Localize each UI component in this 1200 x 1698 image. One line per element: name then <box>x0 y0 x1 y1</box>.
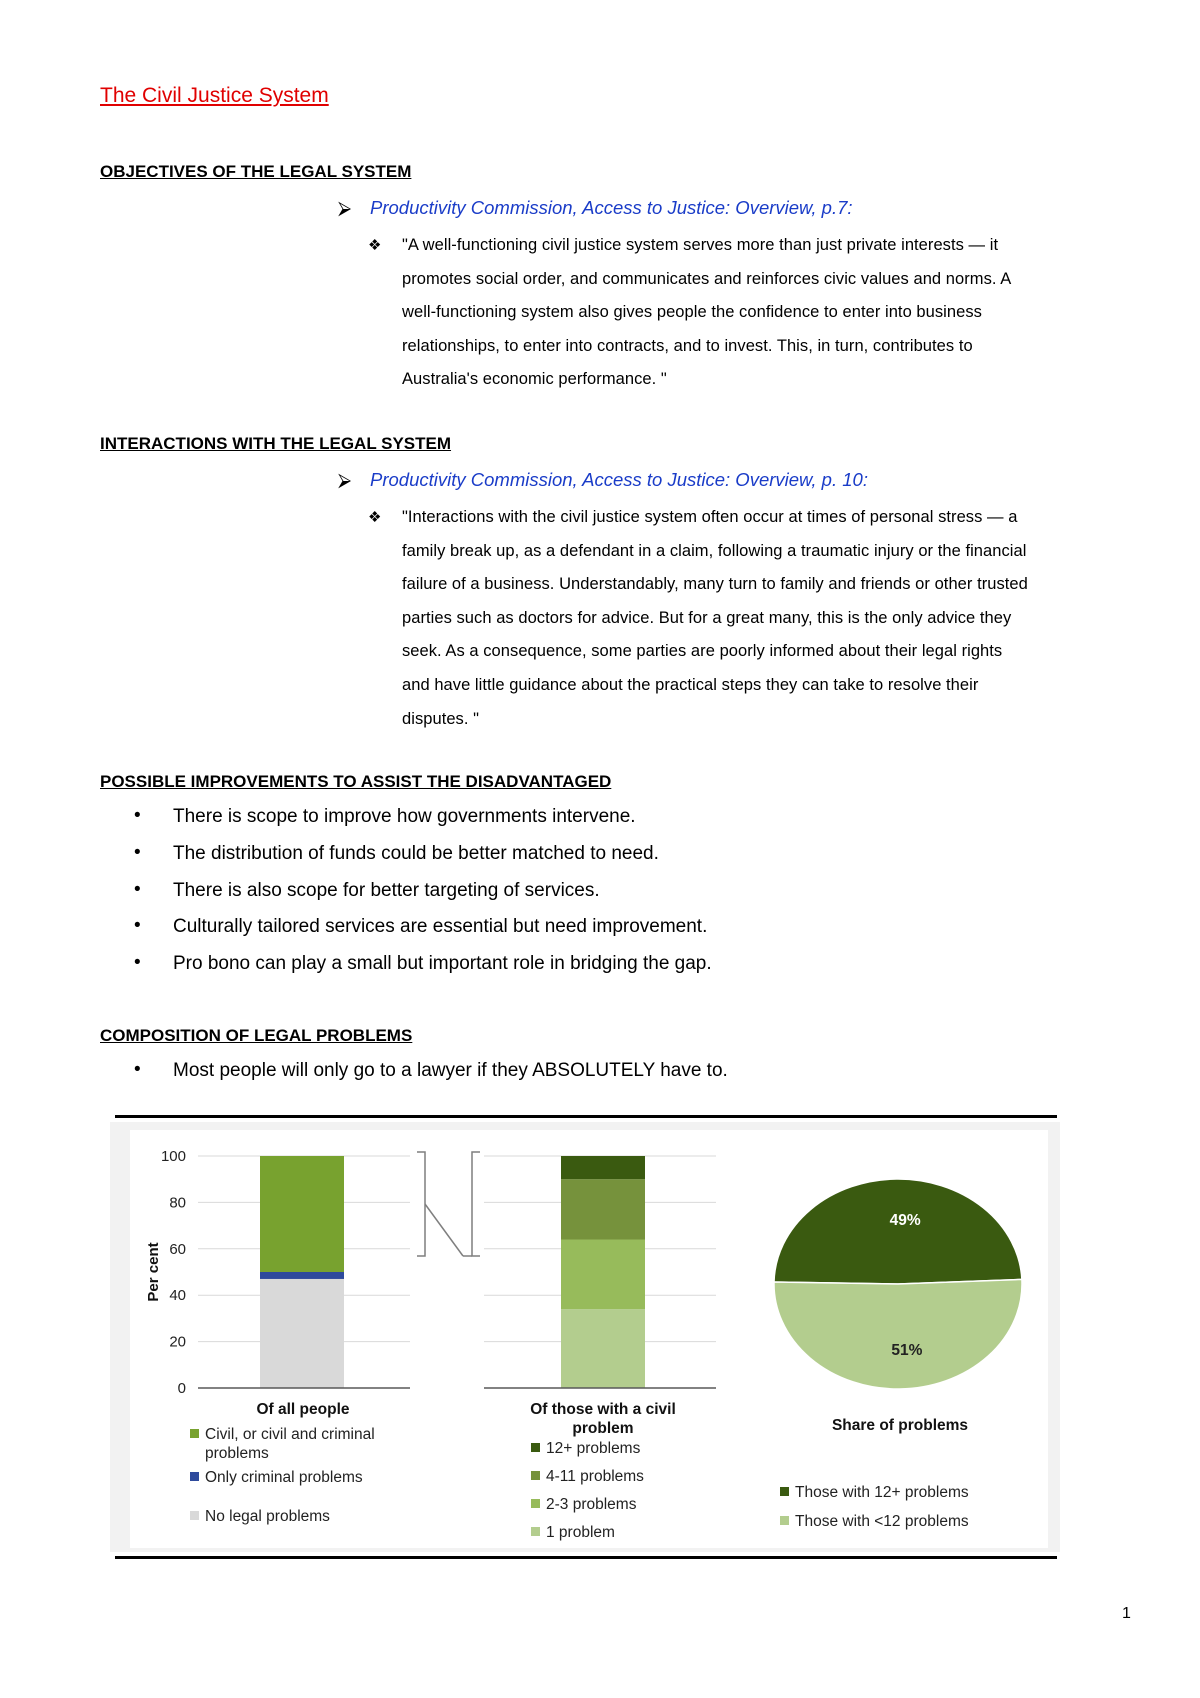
quote-line: relationships, to enter into contracts, and to invest. This, in turn, contributes to <box>402 336 973 355</box>
legend-item-2-3: 2-3 problems <box>531 1496 636 1514</box>
bar-segment <box>260 1156 344 1272</box>
arrow-bullet-icon: ⮚ <box>338 469 352 490</box>
bar-segment <box>561 1179 645 1239</box>
legend-swatch <box>531 1527 540 1536</box>
quote-line: parties such as doctors for advice. But for a great many, this is the only advice they <box>402 608 1012 627</box>
bullet-dot-icon: • <box>134 805 141 826</box>
quote-line: "A well-functioning civil justice system serves more than just private interests — it <box>402 236 999 254</box>
bullet-dot-icon: • <box>134 915 141 937</box>
x-category-label: Of those with a civil <box>530 1401 676 1418</box>
quote-line: "Interactions with the civil justice system often occur at times of personal stress — a <box>402 508 1018 526</box>
quote-interactions <box>368 501 1142 736</box>
legend-swatch <box>531 1443 540 1452</box>
quote-line: well-functioning system also gives people the confidence to enter into business <box>402 303 982 322</box>
y-tick-label: 20 <box>169 1333 186 1351</box>
section-heading-improvements: POSSIBLE IMPROVEMENTS TO ASSIST THE DISADVANTAGED <box>100 772 612 791</box>
y-tick-label: 40 <box>169 1287 186 1305</box>
bullet-dot-icon: • <box>134 841 141 863</box>
quote-line: failure of a business. Understandably, many turn to family and friends or other trusted <box>402 575 1028 594</box>
pie-title: Share of problems <box>831 1417 969 1434</box>
legend-swatch <box>190 1511 199 1520</box>
quote-line: promotes social order, and communicates and reinforces civic values and norms. A <box>402 269 1012 288</box>
bar-segment <box>561 1240 645 1310</box>
legend-item-12plus: 12+ problems <box>531 1440 640 1458</box>
legend-item-civil: Civil, or civil and criminal problems <box>190 1425 375 1463</box>
legend-swatch <box>780 1516 789 1525</box>
legend-item-1: 1 problem <box>531 1524 615 1542</box>
quote-objectives <box>368 229 1142 397</box>
legend-item-pie-under12: Those with <12 problems <box>780 1513 969 1531</box>
quote-line: seek. As a consequence, some parties are poorly informed about their legal rights <box>402 642 1003 661</box>
x-category-label: problem <box>572 1420 634 1437</box>
arrow-bullet-icon: ⮚ <box>338 197 352 218</box>
section-heading-composition: COMPOSITION OF LEGAL PROBLEMS <box>100 1026 413 1045</box>
bullet-dot-icon: • <box>134 1059 141 1080</box>
y-tick-label: 100 <box>160 1148 186 1165</box>
legend-swatch <box>531 1499 540 1508</box>
source-citation-objectives: ⮚ Productivity Commission, Access to Justice: Overview, p.7: <box>338 197 853 218</box>
source-citation-interactions: ⮚ Productivity Commission, Access to Justice: Overview, p. 10: <box>338 469 868 490</box>
quote-line: and have little guidance about the practical steps they can take to resolve their <box>402 675 979 694</box>
figure-bottom-rule <box>115 1556 1057 1559</box>
legend-item-4-11: 4-11 problems <box>531 1468 644 1486</box>
bar-segment <box>260 1279 344 1388</box>
y-axis-label: Per cent <box>145 1242 162 1302</box>
legend-swatch <box>780 1487 789 1496</box>
legend-item-none: No legal problems <box>190 1508 330 1526</box>
legend-swatch <box>190 1429 199 1438</box>
legend-item-criminal: Only criminal problems <box>190 1469 363 1487</box>
pie-slice-label: 51% <box>891 1342 923 1360</box>
page-number: 1 <box>1122 1605 1131 1622</box>
diamond-bullet-icon: ❖ <box>368 237 382 254</box>
bar-segment <box>260 1272 344 1279</box>
section-heading-objectives: OBJECTIVES OF THE LEGAL SYSTEM <box>100 162 412 181</box>
y-tick-label: 80 <box>169 1194 186 1212</box>
page-title: The Civil Justice System <box>100 84 329 107</box>
bullet-dot-icon: • <box>134 952 141 974</box>
legend-swatch <box>190 1472 199 1481</box>
bar-segment <box>561 1156 645 1179</box>
quote-line: disputes. " <box>402 709 480 728</box>
quote-line: family break up, as a defendant in a claim, following a traumatic injury or the financial <box>402 541 1027 560</box>
bullet-dot-icon: • <box>134 878 141 900</box>
figure-top-rule <box>115 1115 1057 1118</box>
y-tick-label: 0 <box>177 1380 186 1397</box>
bar-segment <box>561 1309 645 1388</box>
x-category-label: Of all people <box>256 1401 350 1418</box>
legend-swatch <box>531 1471 540 1480</box>
quote-line: Australia's economic performance. " <box>402 370 667 389</box>
diamond-bullet-icon: ❖ <box>368 509 382 526</box>
section-heading-interactions: INTERACTIONS WITH THE LEGAL SYSTEM <box>100 434 452 453</box>
pie-slice-label: 49% <box>889 1211 921 1229</box>
y-tick-label: 60 <box>169 1240 186 1258</box>
legend-item-pie-12plus: Those with 12+ problems <box>780 1484 969 1502</box>
